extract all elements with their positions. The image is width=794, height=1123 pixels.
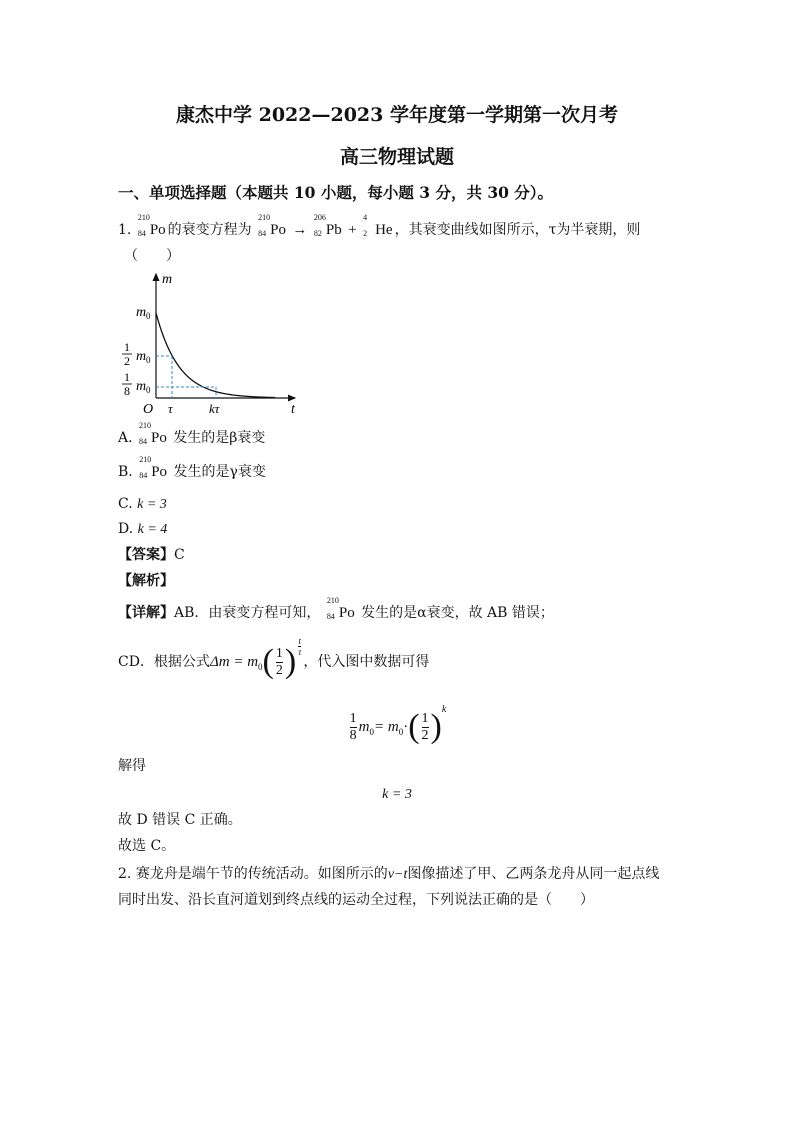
option-c[interactable]: C. k = 3 xyxy=(118,496,167,512)
tick-m0-sub: 0 xyxy=(146,311,151,321)
formula-exponent: $\frac{t}{\tau}$ xyxy=(298,635,302,657)
option-b[interactable]: B. 210 84 Po 发生的是γ衰变 xyxy=(118,455,266,480)
origin-label: O xyxy=(143,402,154,417)
nuclide-po: 210 84 Po xyxy=(139,421,167,446)
tick-half-den: 2 xyxy=(124,354,130,368)
question-2-line1: 2. 赛龙舟是端午节的传统活动。如图所示的v−t图像描述了甲、乙两条龙舟从同一起点线 xyxy=(118,866,660,882)
tick-ktau: kτ xyxy=(209,401,220,416)
decay-curve xyxy=(156,313,275,398)
tick-half-m-sub: 0 xyxy=(146,355,151,365)
tick-eighth-den: 8 xyxy=(124,384,130,398)
tick-half-num: 1 xyxy=(124,340,130,354)
tick-eighth-m-sub: 0 xyxy=(146,385,151,395)
answer-line: 【答案】C xyxy=(118,547,185,563)
question-number: 1. xyxy=(118,222,132,238)
detail-ab: 【详解】AB．由衰变方程可知， 210 84 Po 发生的是α衰变，故 AB 错误； xyxy=(118,596,554,621)
option-d[interactable]: D. k = 4 xyxy=(118,521,168,537)
formula-fraction: $\frac{1}{2}$ xyxy=(275,645,283,678)
tick-m0: m xyxy=(136,305,147,320)
analysis-tag: 【解析】 xyxy=(118,573,174,589)
tick-half-m: m xyxy=(136,349,147,364)
y-axis-label: m xyxy=(162,272,173,287)
option-a[interactable]: A. 210 84 Po 发生的是β衰变 xyxy=(118,421,266,446)
final-choice: 故选 C。 xyxy=(118,838,176,854)
answer-value: C xyxy=(174,547,185,563)
nuclide-pb: 206 82 Pb xyxy=(313,213,342,238)
solve-result: k = 3 xyxy=(382,787,412,802)
decay-curve-graph xyxy=(115,268,315,418)
solve-label: 解得 xyxy=(118,758,146,774)
detail-cd: CD．根据公式 Δm = m 0 ( $\frac{1}{2}$ ) $\frac{t}{\tau}$ ，代入图中数据可得 xyxy=(118,635,430,680)
question-2-line2: 同时出发、沿长直河道划到终点线的运动全过程，下列说法正确的是（ ） xyxy=(118,892,594,908)
nuclide-po: 210 84 Po xyxy=(139,455,168,480)
x-axis-label: t xyxy=(291,402,295,417)
reaction-arrow: → xyxy=(292,222,308,238)
tick-tau: τ xyxy=(168,401,173,416)
answer-blank: （ ） xyxy=(124,248,180,264)
plus-sign: + xyxy=(348,222,357,238)
nuclide-po: 210 84 Po xyxy=(326,596,355,621)
section-heading: 一、单项选择题（本题共 10 小题，每小题 3 分，共 30 分）。 xyxy=(118,183,554,202)
nuclide-po: 210 84 Po xyxy=(137,213,166,238)
conclusion: 故 D 错误 C 正确。 xyxy=(118,812,242,828)
tick-eighth-m: m xyxy=(136,379,147,394)
formula-lhs: Δm = m xyxy=(209,654,259,670)
paper-subtitle: 高三物理试题 xyxy=(339,146,454,168)
nuclide-po: 210 84 Po xyxy=(258,213,286,238)
nuclide-he: 4 2 He xyxy=(363,213,393,238)
equation-two: $\frac{1}{8}$ m 0 = m 0 · ( $\frac{1}{2}$ ) k xyxy=(349,703,447,745)
tick-eighth-num: 1 xyxy=(124,370,130,384)
paper-title: 康杰中学 2022—2023 学年度第一学期第一次月考 xyxy=(176,104,618,126)
question-1-stem: 1. 210 84 Po 的衰变方程为 210 84 Po → 206 82 Pb + 4 2 He ，其衰变曲线如图所示，τ为半衰期，则 xyxy=(118,213,641,238)
